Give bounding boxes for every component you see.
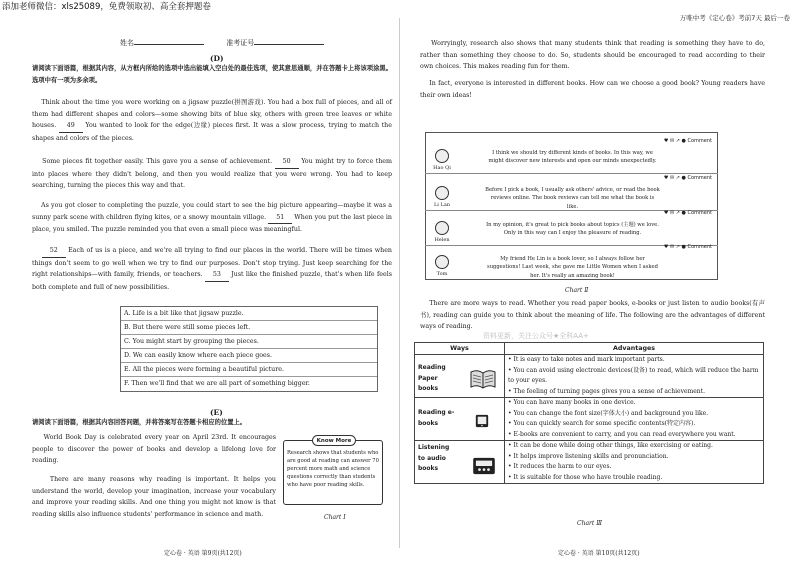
exam-series-title: 万唯中考《定心卷》考前7天 最后一卷 — [679, 14, 790, 22]
table-row — [415, 355, 764, 398]
exam-number-blank — [254, 44, 324, 45]
section-d-instruction: 请阅读下面语篇，根据其内容，从方框内所给的选项中选出能填入空白处的最佳选项，使其意思通顺，并在答题卡上将该项涂黑。选项中有一项为多余项。 — [32, 65, 392, 85]
section-d-paragraph-1 — [32, 97, 392, 145]
post-author: Hao Qi — [433, 165, 451, 171]
ebook-reader-icon — [474, 410, 490, 432]
paragraph-text: World Book Day is celebrated every year on April 23rd. It encourages people to discover the power of books and develop a lifelong love for reading. — [32, 434, 276, 465]
post-icons: ♥ ✉ ↗ ● Comment — [663, 175, 712, 181]
post-text: Before I pick a book, I usually ask others' advice, or read the book reviews online. The book reviews can tell me what the book is like. — [485, 187, 660, 210]
way-label: Reading Paper books — [418, 364, 446, 393]
name-blank — [134, 44, 204, 45]
option-f: F. Then we'll find that we are all part of something bigger. — [124, 380, 310, 387]
paragraph-text: There will be times when things don't seem to go well when we try to find our purposes. Don't stop trying. Just keep searching for the right relationships—with family, friends, or teachers. — [32, 247, 392, 279]
column-header-ways: Ways — [415, 343, 505, 355]
post-tom — [425, 244, 718, 280]
table-row — [415, 398, 764, 441]
way-cell — [415, 441, 505, 484]
avatar — [435, 255, 449, 269]
right-paragraph-1 — [420, 38, 765, 73]
advantage-item: • You can quickly search for some specific contents(特定内容). — [508, 420, 696, 428]
table-row — [415, 441, 764, 484]
name-label: 姓名 — [120, 39, 134, 47]
advantage-item: • It helps improve listening skills and pronunciation. — [508, 452, 669, 460]
advantages-table — [414, 342, 764, 484]
avatar — [435, 221, 449, 235]
option-e: E. All the pieces were forming a beautiful picture. — [121, 363, 377, 377]
paragraph-text: There are more ways to read. Whether you read paper books, e-books or just listen to audio books(有声书), reading can guide you to think about the meaning of life. The following are the advantages of different ways of reading. — [420, 300, 765, 331]
chart-3-caption: Chart Ⅲ — [577, 520, 603, 527]
post-author: Li Lan — [433, 202, 451, 208]
post-icons: ♥ ✉ ↗ ● Comment — [663, 210, 712, 216]
way-label: Reading e-books — [418, 409, 455, 427]
section-d-paragraph-3 — [32, 200, 392, 236]
blank-52: 52 — [42, 245, 66, 258]
option-b: B. But there were still some pieces left. — [121, 321, 377, 335]
post-text: My friend He Lin is a book lover, so I always follow her suggestions! Last week, she gave me Little Women when I asked her. It's really an amazing book! — [487, 256, 658, 279]
section-d-title: (D) — [210, 54, 224, 63]
avatar — [435, 186, 449, 200]
know-more-title: Know More — [312, 435, 356, 446]
option-d: D. We can easily know where each piece goes. — [121, 349, 377, 363]
blank-51: 51 — [268, 212, 292, 225]
page-divider — [399, 18, 400, 548]
option-a: A. Life is a bit like that jigsaw puzzle. — [121, 307, 377, 321]
section-e-title: (E) — [210, 408, 223, 417]
faint-watermark: 资料更新，关注公众号★全科AA+ — [483, 332, 589, 340]
section-d-paragraph-4 — [32, 245, 392, 294]
advantage-item: • E-books are convenient to carry, and you can read everywhere you want. — [508, 430, 736, 438]
audio-player-icon — [472, 457, 496, 475]
open-book-icon — [470, 369, 496, 389]
paragraph-text: Worryingly, research also shows that many students think that reading is something they have to do, rather than something they choose to do. So, students should be encouraged to read according to their own choices. This makes reading fun for them. — [420, 40, 765, 71]
avatar — [435, 149, 449, 163]
post-hao-qi — [425, 138, 718, 174]
advantages-cell — [505, 398, 764, 441]
blank-50: 50 — [275, 156, 299, 169]
post-text: I think we should try different kinds of books. In this way, we might discover new interests and open our minds unexpectedly. — [488, 150, 657, 165]
option-c: C. You might start by grouping the pieces. — [121, 335, 377, 349]
paragraph-text: Think about the time you were working on a jigsaw puzzle(拼图游戏). You had a box full of pieces, and all of them had different shapes and colors—some showing bits of blue sky, others with green tree leaves or white houses. — [32, 99, 392, 130]
way-cell — [415, 355, 505, 398]
advantages-cell — [505, 355, 764, 398]
section-e-paragraph-2 — [32, 474, 276, 521]
advantage-item: • You can avoid using electronic devices(设备) to read, which will reduce the harm to your eyes. — [508, 366, 759, 385]
post-author: Tom — [436, 271, 448, 277]
paragraph-text: There are many reasons why reading is important. It helps you understand the world, develop your imagination, increase your vocabulary and improve your reading skills. And one thing you might not know is that reading skills also influence students' performance in science and math. — [32, 476, 276, 518]
advantage-item: • You can have many books in one device. — [508, 399, 636, 407]
footer-right: 定心卷 · 英语 第10页(共12页) — [558, 550, 640, 557]
column-header-advantages: Advantages — [505, 343, 764, 355]
chart-1-caption: Chart Ⅰ — [324, 514, 346, 521]
blank-49: 49 — [59, 120, 83, 133]
chart-2-caption: Chart Ⅱ — [565, 287, 589, 294]
post-li-lan — [425, 175, 718, 211]
advantages-cell — [505, 441, 764, 484]
right-paragraph-3 — [420, 298, 765, 333]
advantage-item: • You can change the font size(字体大小) and background you like. — [508, 409, 709, 417]
top-watermark: 添加老师微信：xls25089，免费领取初、高全套押题卷 — [2, 2, 211, 12]
table-header-row — [415, 343, 764, 355]
section-d-paragraph-2 — [32, 156, 392, 192]
paragraph-text: In fact, everyone is interested in different books. How can we choose a good book? Young readers have their own ideas! — [420, 80, 765, 99]
post-icons: ♥ ✉ ↗ ● Comment — [663, 244, 712, 250]
advantage-item: • It reduces the harm to our eyes. — [508, 463, 612, 471]
post-author: Helen — [434, 237, 450, 243]
post-text: In my opinion, it's great to pick books about topics (主题) we love. Only in this way can I enjoy the pleasure of reading. — [486, 222, 659, 237]
way-cell — [415, 398, 505, 441]
options-box — [120, 306, 378, 392]
section-e-instruction: 请阅读下面语篇，根据其内容回答问题，并将答案写在答题卡相应的位置上。 — [32, 419, 247, 426]
paragraph-text: You might try to force them into places where they didn't belong, and then you would realize that you were wrong. You had to keep searching, turning the pieces this way and that. — [32, 158, 393, 190]
exam-number-label: 准考证号 — [226, 39, 255, 47]
post-icons: ♥ ✉ ↗ ● Comment — [663, 138, 712, 144]
paragraph-text: Just like the finished puzzle, that's when life feels both complete and full of new possibilities. — [32, 271, 392, 291]
paragraph-text: You wanted to look for the edge(边缘) pieces first. It was a slow process, trying to match the shapes and colors of the pieces. — [32, 122, 392, 142]
paragraph-text: Each of us is a piece, and we're all trying to find our places in the world. — [68, 247, 308, 254]
know-more-box — [283, 440, 383, 505]
blank-53: 53 — [205, 269, 229, 282]
paragraph-text: As you got closer to completing the puzzle, you could start to see the big picture appearing—maybe it was a sunny park scene with children flying kites, or a snowy mountain village. — [32, 202, 392, 221]
name-exam-number-line — [120, 37, 380, 50]
section-e-paragraph-1 — [32, 432, 276, 467]
advantage-item: • It is suitable for those who have trouble reading. — [508, 473, 663, 481]
know-more-text: Research shows that students who are good at reading can answer 70 percent more math and science questions correctly than students who have poor reading skills. — [287, 450, 379, 489]
way-label: Listening to audio books — [418, 444, 450, 473]
post-helen — [425, 210, 718, 246]
paragraph-text: When you put the last piece in place, you smiled. The puzzle reminded you that even a small piece was meaningful. — [32, 213, 392, 234]
advantage-item: • The feeling of turning pages gives you a sense of achievement. — [508, 387, 705, 395]
right-paragraph-2 — [420, 78, 765, 101]
footer-left: 定心卷 · 英语 第9页(共12页) — [164, 550, 242, 557]
paragraph-text: Some pieces fit together easily. This gave you a sense of achievement. — [42, 158, 273, 165]
advantage-item: • It can be done while doing other things, like exercising or eating. — [508, 442, 713, 450]
advantage-item: • It is easy to take notes and mark important parts. — [508, 356, 665, 364]
